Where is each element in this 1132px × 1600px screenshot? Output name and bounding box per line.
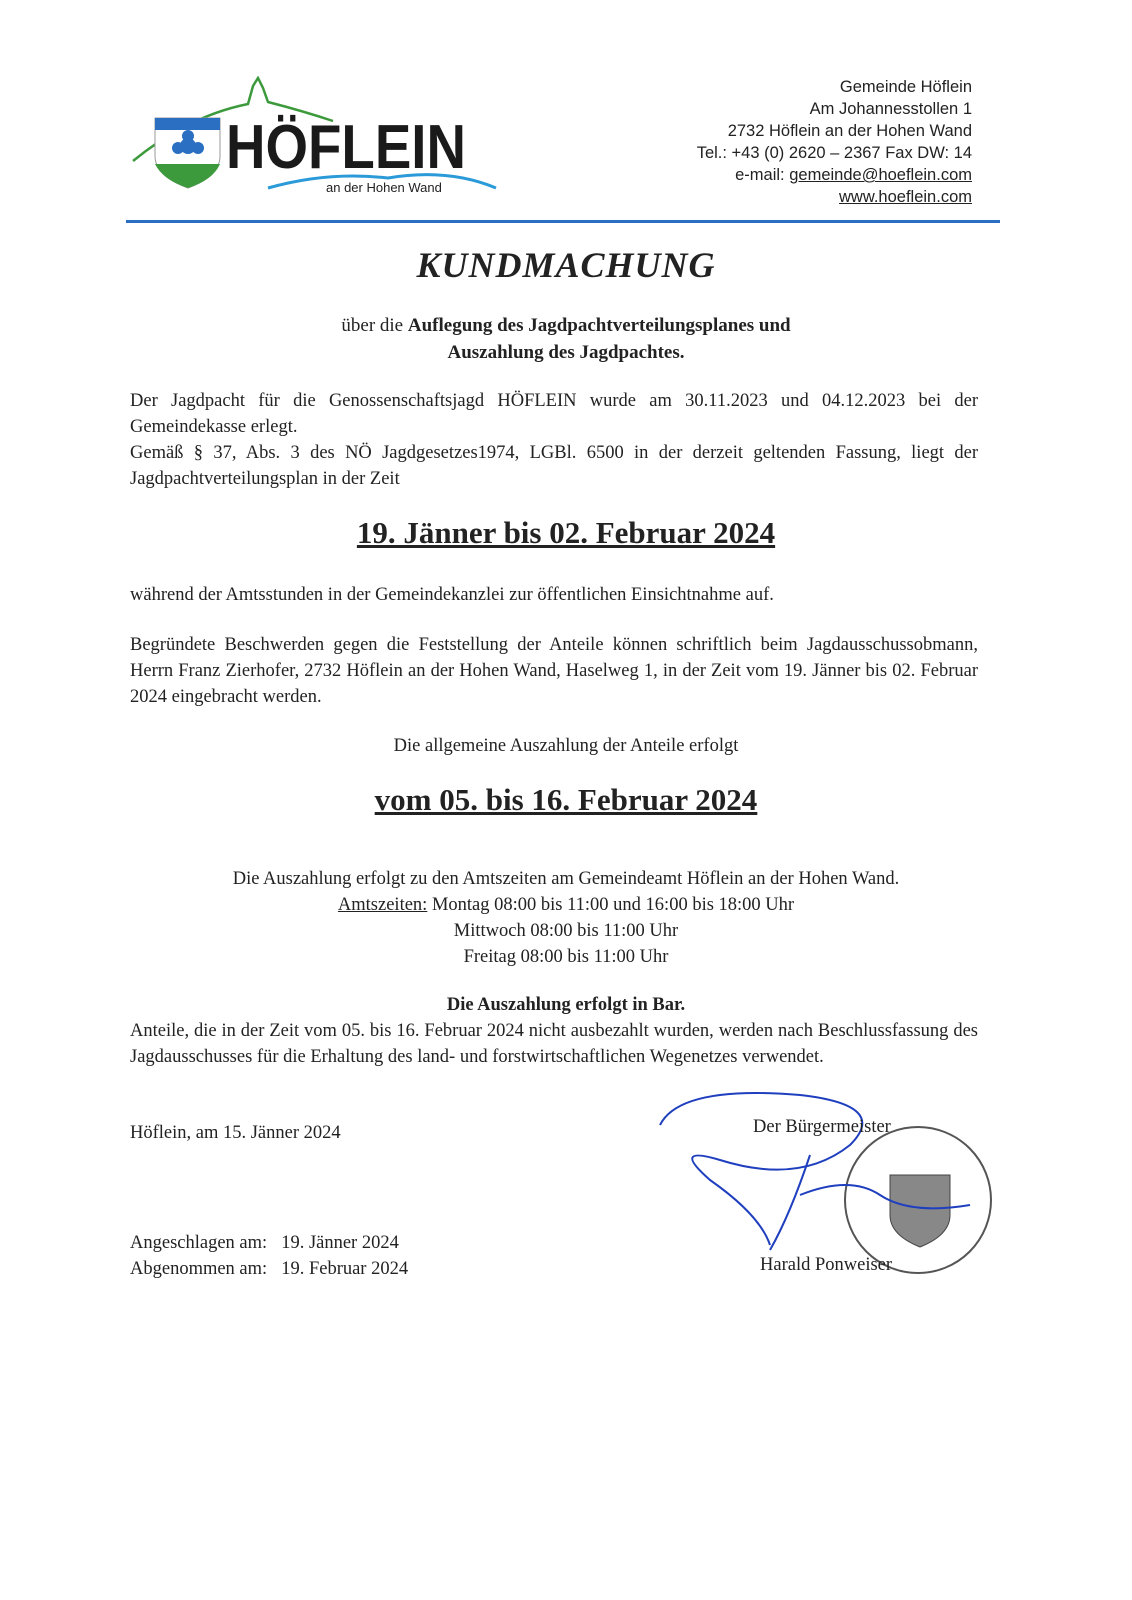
address-line: 2732 Höflein an der Hohen Wand [727, 122, 972, 140]
cash-notice: Die Auszahlung erfolgt in Bar. [446, 995, 686, 1015]
header-divider [126, 220, 1000, 223]
logo [128, 76, 498, 196]
paragraph: Anteile, die in der Zeit vom 05. bis 16. Februar 2024 nicht ausbezahlt wurden, werden nach Beschlussfassung des Jagdausschusses für die Erhaltung des land- und forstwirtschaftlichen Wegenetzes verwendet. [130, 1021, 978, 1067]
inspection-period: 19. Jänner bis 02. Februar 2024 [356, 515, 776, 550]
email-link[interactable]: gemeinde@hoeflein.com [789, 166, 972, 184]
svg-text:HÖFLEIN: HÖFLEIN [226, 113, 466, 182]
signature-name: Harald Ponweiser [760, 1255, 893, 1275]
website-link[interactable]: www.hoeflein.com [839, 188, 972, 206]
payout-period: vom 05. bis 16. Februar 2024 [374, 782, 758, 817]
svg-text:an der Hohen Wand: an der Hohen Wand [326, 180, 442, 195]
place-date: Höflein, am 15. Jänner 2024 [130, 1123, 341, 1143]
posting-row: Angeschlagen am: 19. Jänner 2024 [130, 1233, 399, 1253]
document-title: KUNDMACHUNG [416, 245, 716, 285]
posting-row: Abgenommen am: 19. Februar 2024 [130, 1259, 409, 1279]
paragraph: Die allgemeine Auszahlung der Anteile erfolgt [393, 736, 739, 756]
email-line: e-mail: gemeinde@hoeflein.com [735, 166, 972, 184]
signature-role: Der Bürgermeister [753, 1117, 891, 1137]
office-hours: Die Auszahlung erfolgt zu den Amtszeiten am Gemeindeamt Höflein an der Hohen Wand. Amtszeiten: Montag 08:00 bis 11:00 und 16:00 bis 18:00 Uhr Mittwoch 08:00 bis 11:00 Uhr Freitag 08:00 bis 11:00 Uhr [232, 869, 900, 967]
logo-graphic-icon [128, 76, 498, 196]
posting-dates [130, 1230, 422, 1282]
municipality-address [697, 76, 972, 208]
address-line: Gemeinde Höflein [839, 78, 972, 96]
paragraph: Begründete Beschwerden gegen die Feststellung der Anteile können schriftlich beim Jagdausschussobmann, Herrn Franz Zierhofer, 2732 Höflein an der Hohen Wand, Haselweg 1, in der Zeit vom 19. Jänner bis 02. Februar 2024 eingebracht werden. [130, 635, 978, 707]
paragraph: Der Jagdpacht für die Genossenschaftsjagd HÖFLEIN wurde am 30.11.2023 und 04.12.2023 bei der Gemeindekasse erlegt. [130, 391, 978, 437]
document-subtitle: über die Auflegung des Jagdpachtverteilungsplanes und Auszahlung des Jagdpachtes. [341, 315, 791, 363]
paragraph: Gemäß § 37, Abs. 3 des NÖ Jagdgesetzes1974, LGBl. 6500 in der derzeit geltenden Fassung, liegt der Jagdpachtverteilungsplan in der Zeit [130, 443, 978, 489]
signature-block [650, 1085, 1000, 1285]
phone-line: Tel.: +43 (0) 2620 – 2367 Fax DW: 14 [696, 144, 972, 162]
paragraph: während der Amtsstunden in der Gemeindekanzlei zur öffentlichen Einsichtnahme auf. [130, 585, 774, 605]
address-line: Am Johannesstollen 1 [809, 100, 972, 118]
